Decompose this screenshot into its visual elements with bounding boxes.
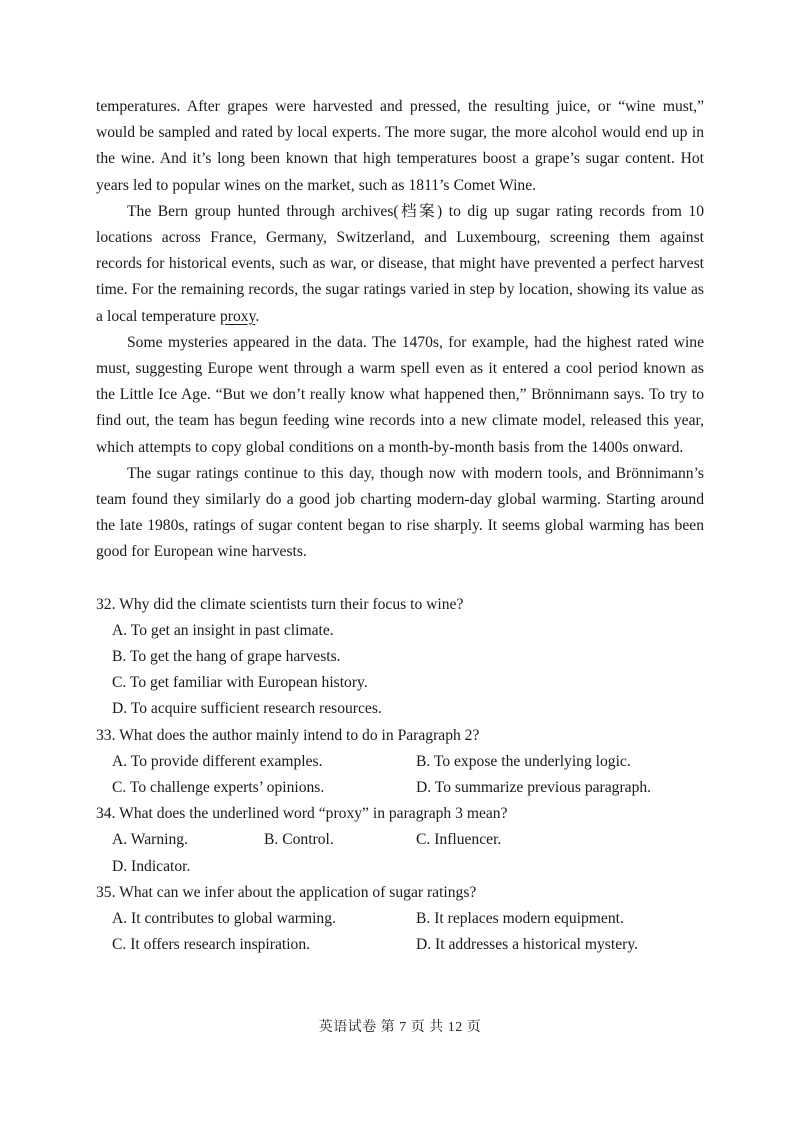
option-list bbox=[96, 906, 704, 958]
option-b: B. Control. bbox=[264, 831, 334, 849]
question-stem: 33. What does the author mainly intend to do in Paragraph 2? bbox=[96, 726, 480, 744]
option-list bbox=[96, 827, 704, 879]
reading-passage bbox=[96, 94, 704, 566]
option-a: A. It contributes to global warming. bbox=[112, 910, 336, 928]
option-a: A. Warning. bbox=[112, 831, 188, 849]
question-stem: 34. What does the underlined word “proxy” in paragraph 3 mean? bbox=[96, 805, 508, 823]
option-b: B. It replaces modern equipment. bbox=[416, 910, 624, 928]
passage-paragraph-2 bbox=[96, 199, 704, 330]
option-a: A. To get an insight in past climate. bbox=[112, 621, 334, 639]
question-34 bbox=[96, 801, 704, 880]
paragraph-2-text: The Bern group hunted through archives(档案) to dig up sugar rating records from 10 locations across France, Germany, Switzerland, and Luxembourg, screening them against records for historical events, such as war, or disease, that might have prevented a perfect harvest time. For the remaining records, the sugar ratings varied in step by location, showing its value as a local temperature bbox=[96, 202, 704, 325]
question-stem: 35. What can we infer about the application of sugar ratings? bbox=[96, 883, 477, 901]
question-32 bbox=[96, 592, 704, 723]
option-c: C. To challenge experts’ opinions. bbox=[112, 779, 325, 797]
option-b: B. To get the hang of grape harvests. bbox=[112, 648, 341, 666]
option-d: D. Indicator. bbox=[112, 857, 191, 875]
exam-page bbox=[96, 94, 704, 959]
option-d: D. It addresses a historical mystery. bbox=[416, 936, 639, 954]
option-c: C. Influencer. bbox=[416, 831, 502, 849]
option-b: B. To expose the underlying logic. bbox=[416, 752, 631, 770]
option-d: D. To acquire sufficient research resources. bbox=[112, 700, 382, 718]
passage-paragraph-4: The sugar ratings continue to this day, though now with modern tools, and Brönnimann’s team found they similarly do a good job charting modern-day global warming. Starting around the late 1980s, ratings of sugar content began to rise sharply. It seems global warming has been good for European wine harvests. bbox=[96, 464, 704, 561]
option-d: D. To summarize previous paragraph. bbox=[416, 779, 652, 797]
page-footer: 英语试卷 第 7 页 共 12 页 bbox=[318, 1020, 482, 1035]
passage-paragraph-3: Some mysteries appeared in the data. The 1470s, for example, had the highest rated wine must, suggesting Europe went through a warm spell even as it entered a cool period known as the Little Ice Age. “But we don’t really know what happened then,” Brönnimann says. To try to find out, the team has begun feeding wine records into a new climate model, released this year, which attempts to copy global conditions on a month-by-month basis from the 1400s onward. bbox=[96, 333, 704, 456]
paragraph-2-tail: . bbox=[255, 307, 260, 325]
question-33 bbox=[96, 723, 704, 802]
option-c: C. It offers research inspiration. bbox=[112, 936, 311, 954]
option-list bbox=[96, 749, 704, 801]
option-c: C. To get familiar with European history. bbox=[112, 674, 368, 692]
question-list bbox=[96, 592, 704, 959]
question-stem: 32. Why did the climate scientists turn their focus to wine? bbox=[96, 595, 464, 613]
question-35 bbox=[96, 880, 704, 959]
underlined-word-proxy: proxy bbox=[219, 307, 256, 325]
option-a: A. To provide different examples. bbox=[112, 752, 323, 770]
option-list bbox=[96, 618, 704, 723]
passage-paragraph-1: temperatures. After grapes were harvested and pressed, the resulting juice, or “wine must,” would be sampled and rated by local experts. The more sugar, the more alcohol would end up in the wine. And it’s long been known that high temperatures boost a grape’s sugar content. Hot years led to popular wines on the market, such as 1811’s Comet Wine. bbox=[96, 98, 704, 194]
